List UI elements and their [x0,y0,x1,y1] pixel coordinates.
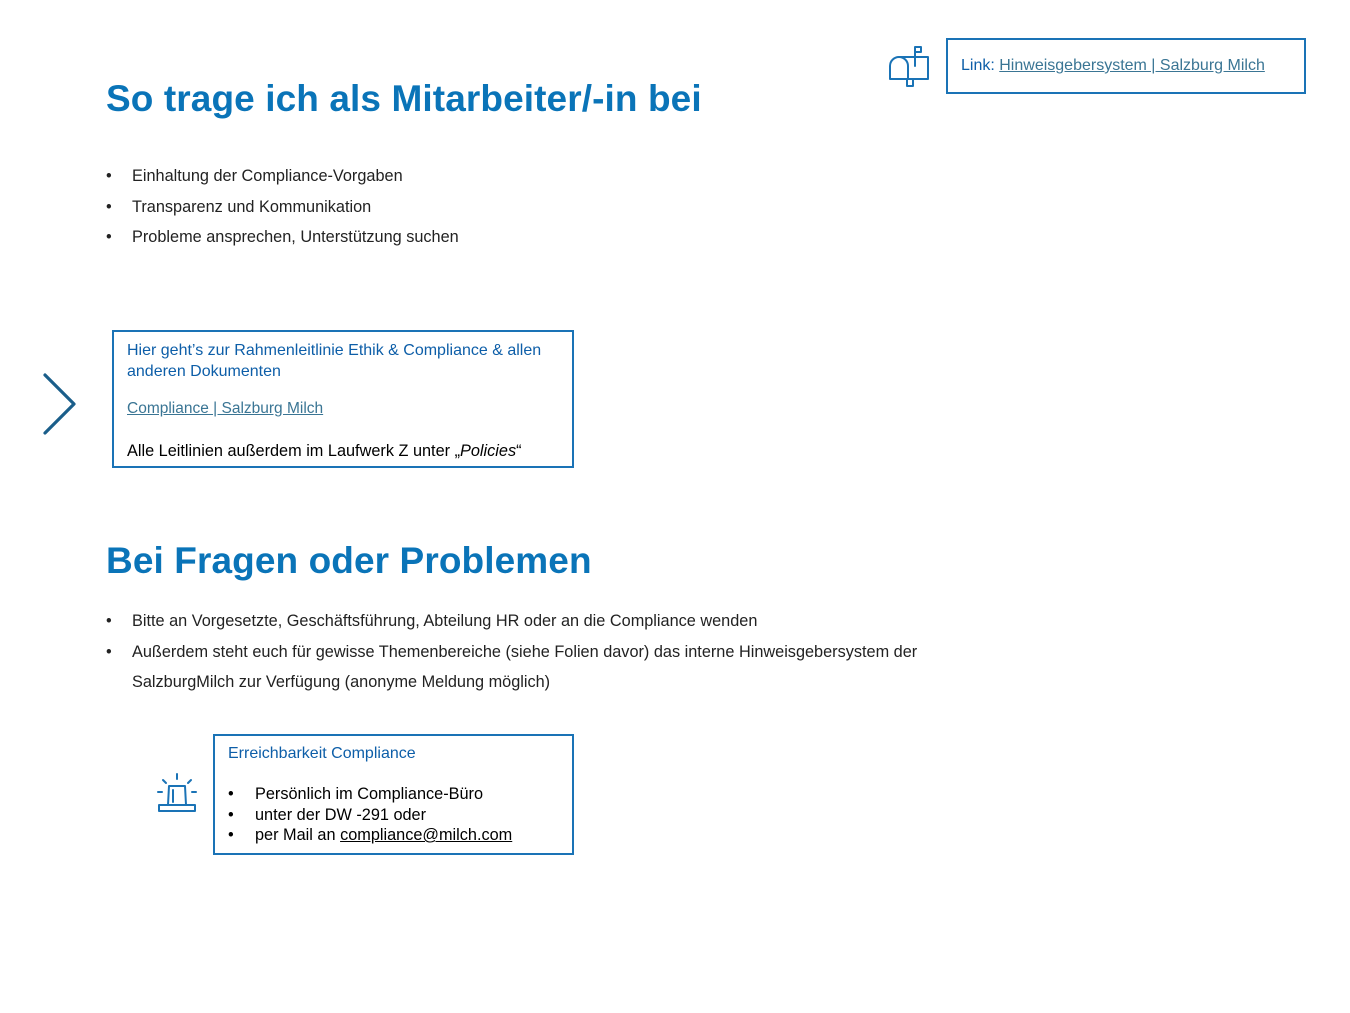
documents-box-title: Hier geht’s zur Rahmenleitlinie Ethik & Compliance & allen anderen Dokumenten [127,342,542,380]
compliance-email-link[interactable]: compliance@milch.com [340,826,513,844]
bullet-point: • [228,826,234,844]
section-heading: Bei Fragen oder Problemen [106,540,592,581]
list-item: • Bitte an Vorgesetzte, Geschäftsführung, Abteilung HR oder an die Compliance wenden [106,606,986,637]
list-item: • Transparenz und Kommunikation [106,192,459,223]
list-item: • Probleme ansprechen, Unterstützung suchen [106,222,459,253]
page-title: So trage ich als Mitarbeiter/-in bei [106,78,702,119]
chevron-right-icon [40,372,80,436]
list-item: • per Mail an compliance@milch.com [228,826,513,844]
bullet-point: • [106,642,112,661]
compliance-contact-box [213,734,574,855]
list-item: • unter der DW -291 oder [228,805,427,824]
whistleblower-link-box [946,38,1306,94]
list-item: • Außerdem steht euch für gewisse Themenbereiche (siehe Folien davor) das interne Hinweisgebersystem der SalzburgMilch zur Verfügung (anonyme Meldung möglich) [106,637,956,698]
list-item: • Einhaltung der Compliance-Vorgaben [106,161,459,192]
contact-list [228,784,512,846]
contribution-list [106,161,459,253]
compliance-link[interactable]: Compliance | Salzburg Milch [127,400,324,417]
bullet-point: • [106,612,112,630]
bullet-point: • [228,805,234,824]
compliance-documents-box [112,330,574,468]
mailbox-icon [887,44,933,88]
bullet-point: • [106,197,112,216]
bullet-point: • [106,228,112,246]
contact-box-title: Erreichbarkeit Compliance [228,745,416,762]
questions-list [106,606,986,698]
list-item: • Persönlich im Compliance-Büro [228,785,484,803]
bullet-point: • [228,785,234,803]
policies-note: Alle Leitlinien außerdem im Laufwerk Z unter „Policies“ [127,442,522,460]
siren-icon [154,772,200,816]
whistleblower-system-link[interactable]: Hinweisgebersystem | Salzburg Milch [999,57,1265,74]
bullet-point: • [106,167,112,185]
link-label: Link: [961,57,995,74]
